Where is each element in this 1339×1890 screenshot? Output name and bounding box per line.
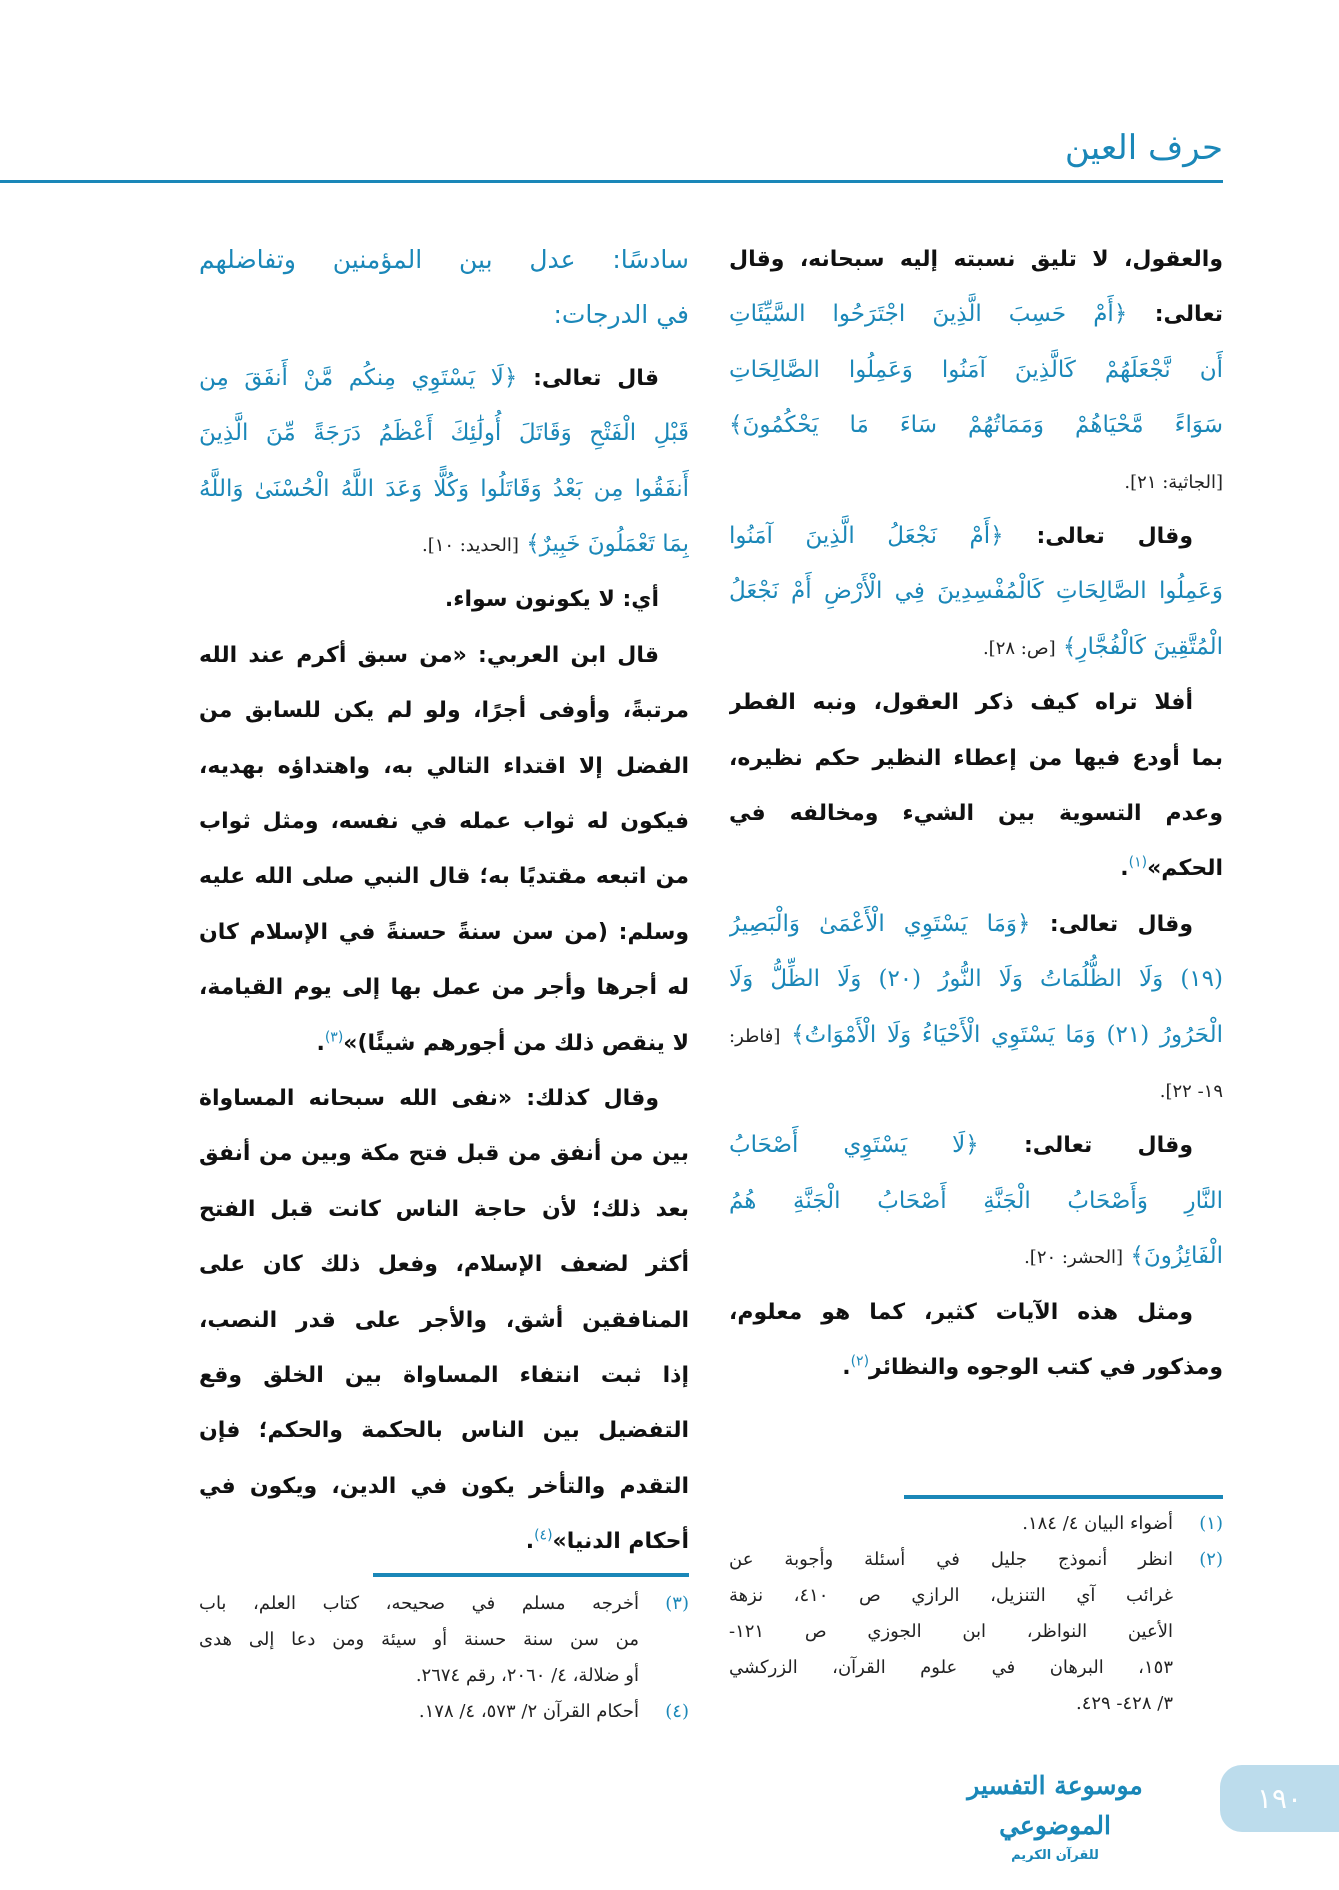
text-line bbox=[199, 287, 689, 342]
text-line bbox=[199, 1016, 689, 1071]
body-text: له أجرها وأجر من عمل بها إلى يوم القيامة، bbox=[199, 975, 689, 1001]
text-line bbox=[199, 462, 689, 517]
quran-verse: سَوَاءً مَّحْيَاهُمْ وَمَمَاتُهُمْ سَاءَ مَا يَحْكُمُونَ﴾ bbox=[729, 412, 1223, 439]
verse-reference: ١٩- ٢٢]. bbox=[1159, 1081, 1223, 1102]
body-text: . bbox=[1120, 856, 1129, 882]
quran-verse: الْمُتَّقِينَ كَالْفُجَّارِ﴾ bbox=[1055, 633, 1223, 660]
quran-verse: قَبْلِ الْفَتْحِ وَقَاتَلَ أُولَٰئِكَ أَعْظَمُ دَرَجَةً مِّنَ الَّذِينَ bbox=[199, 420, 689, 447]
body-text: بعد ذلك؛ لأن حاجة الناس كانت قبل الفتح bbox=[199, 1196, 689, 1222]
body-text: فيكون له ثواب عمله في نفسه، ومثل ثواب bbox=[199, 809, 689, 834]
body-text: . bbox=[525, 1529, 535, 1555]
body-text: وقال تعالى: bbox=[1030, 911, 1193, 937]
verse-reference: [الحديد: ١٠]. bbox=[421, 535, 519, 556]
logo-title: موسوعة التفسير الموضوعي bbox=[967, 1771, 1143, 1840]
quran-verse: ﴿لَا يَسْتَوِي مِنكُم مَّنْ أَنفَقَ مِن bbox=[199, 364, 518, 391]
text-line bbox=[199, 1348, 689, 1403]
text-line bbox=[199, 794, 689, 849]
body-text: التفضيل بين الناس بالحكمة والحكم؛ فإن bbox=[199, 1418, 689, 1444]
footnote-marker[interactable]: (٤) bbox=[534, 1527, 553, 1544]
text-line bbox=[729, 343, 1223, 398]
text-line bbox=[729, 509, 1223, 564]
text-line bbox=[199, 572, 689, 627]
text-line bbox=[729, 564, 1223, 619]
section-heading: سادسًا: عدل بين المؤمنين وتفاضلهم bbox=[199, 245, 689, 274]
text-line bbox=[199, 1293, 689, 1348]
text-line bbox=[729, 287, 1223, 342]
body-text: تعالى: bbox=[1127, 302, 1223, 328]
text-line bbox=[729, 1008, 1223, 1063]
text-line bbox=[199, 628, 689, 683]
text-line bbox=[199, 1237, 689, 1292]
body-text: أفلا تراه كيف ذكر العقول، ونبه الفطر bbox=[729, 690, 1193, 716]
text-line bbox=[199, 1071, 689, 1126]
verse-reference: [الجاثية: ٢١]. bbox=[1124, 471, 1223, 493]
text-line bbox=[729, 398, 1223, 453]
body-text: إذا ثبت انتفاء المساواة بين الخلق وقع bbox=[199, 1363, 689, 1388]
body-text: وسلم: (من سن سنةً حسنةً في الإسلام كان bbox=[199, 919, 689, 945]
body-text: أي: لا يكونون سواء. bbox=[444, 587, 659, 613]
footnote-rule-left bbox=[373, 1573, 689, 1577]
encyclopedia-logo bbox=[930, 1766, 1180, 1863]
footnote-line: ٣/ ٤٢٨- ٤٢٩. bbox=[1075, 1693, 1173, 1714]
text-line bbox=[729, 786, 1223, 841]
quran-verse: ﴿وَمَا يَسْتَوِي الْأَعْمَىٰ وَالْبَصِيرُ bbox=[729, 910, 1031, 937]
text-line bbox=[199, 849, 689, 904]
footnote-line: غرائب آي التنزيل، الرازي ص ٤١٠، نزهة bbox=[729, 1585, 1174, 1606]
footnote-number: (٤) bbox=[665, 1701, 689, 1722]
footnote-line: أضواء البيان ٤/ ١٨٤. bbox=[1022, 1513, 1173, 1534]
footnote bbox=[199, 1694, 689, 1730]
body-text: . bbox=[842, 1355, 851, 1380]
text-line bbox=[729, 1285, 1223, 1340]
footnote-number: (٣) bbox=[665, 1593, 689, 1614]
footnote-marker[interactable]: (١) bbox=[1128, 855, 1148, 872]
text-line bbox=[729, 232, 1223, 287]
footnote-line: أحكام القرآن ٢/ ٥٧٣، ٤/ ١٧٨. bbox=[418, 1701, 639, 1722]
text-line bbox=[199, 683, 689, 738]
footnote-number: (١) bbox=[1199, 1513, 1223, 1534]
text-line bbox=[199, 1459, 689, 1514]
text-line bbox=[729, 1229, 1223, 1284]
body-text: الفضل إلا اقتداء التالي به، واهتداؤه بهديه، bbox=[199, 753, 689, 779]
text-line bbox=[199, 960, 689, 1015]
quran-verse: بِمَا تَعْمَلُونَ خَبِيرٌ﴾ bbox=[518, 531, 689, 557]
page-number: ١٩٠ bbox=[1220, 1765, 1339, 1832]
footnote-line: أخرجه مسلم في صحيحه، كتاب العلم، باب bbox=[199, 1593, 639, 1614]
footnote bbox=[729, 1542, 1223, 1722]
body-text: من اتبعه مقتديًا به؛ قال النبي صلى الله عليه bbox=[199, 864, 689, 890]
body-text: قال تعالى: bbox=[517, 365, 659, 391]
body-text: أكثر لضعف الإسلام، وفعل ذلك كان على bbox=[199, 1252, 689, 1278]
text-line bbox=[199, 905, 689, 960]
text-line bbox=[199, 406, 689, 461]
section-header-title: حرف العين bbox=[1064, 128, 1223, 168]
text-line bbox=[729, 675, 1223, 730]
body-text: التقدم والتأخر يكون في الدين، ويكون في bbox=[199, 1473, 689, 1499]
text-line bbox=[729, 897, 1223, 952]
header-rule bbox=[0, 180, 1223, 183]
body-text: ومثل هذه الآيات كثير، كما هو معلوم، bbox=[729, 1299, 1193, 1325]
quran-verse: الْحَرُورُ (٢١) وَمَا يَسْتَوِي الْأَحْيَاءُ وَلَا الْأَمْوَاتُ﴾ bbox=[780, 1021, 1223, 1048]
text-line bbox=[729, 952, 1223, 1007]
quran-verse: (١٩) وَلَا الظُّلُمَاتُ وَلَا النُّورُ (٢٠) وَلَا الظِّلُّ وَلَا bbox=[729, 966, 1223, 993]
text-line bbox=[199, 517, 689, 572]
body-text: مرتبةً، وأوفى أجرًا، ولو لم يكن للسابق من bbox=[199, 698, 689, 724]
footnote-number: (٢) bbox=[1199, 1549, 1223, 1570]
text-line bbox=[729, 841, 1223, 896]
body-text: ومذكور في كتب الوجوه والنظائر bbox=[869, 1355, 1223, 1380]
text-line bbox=[199, 232, 689, 287]
footnotes-right bbox=[729, 1506, 1223, 1722]
body-text: . bbox=[316, 1030, 325, 1056]
footnote-line: انظر أنموذج جليل في أسئلة وأجوبة عن bbox=[729, 1549, 1173, 1570]
quran-verse: النَّارِ وَأَصْحَابُ الْجَنَّةِ أَصْحَابُ الْجَنَّةِ هُمُ bbox=[729, 1187, 1223, 1214]
footnote-line: ١٥٣، البرهان في علوم القرآن، الزركشي bbox=[729, 1657, 1173, 1678]
body-text: لا ينقص ذلك من أجورهم شيئًا)» bbox=[343, 1030, 689, 1056]
footnote-rule-right bbox=[904, 1495, 1223, 1499]
text-line bbox=[199, 1182, 689, 1237]
footnote bbox=[199, 1586, 689, 1694]
text-line bbox=[729, 1340, 1223, 1395]
verse-reference: [فاطر: bbox=[729, 1025, 781, 1047]
quran-verse: وَعَمِلُوا الصَّالِحَاتِ كَالْمُفْسِدِينَ فِي الْأَرْضِ أَمْ نَجْعَلُ bbox=[729, 578, 1223, 605]
footnotes-left bbox=[199, 1586, 689, 1730]
quran-verse: ﴿أَمْ نَجْعَلُ الَّذِينَ آمَنُوا bbox=[729, 523, 1004, 549]
body-text: وقال كذلك: «نفى الله سبحانه المساواة bbox=[199, 1086, 659, 1111]
body-text: قال ابن العربي: «من سبق أكرم عند الله bbox=[199, 642, 659, 668]
quran-verse: ﴿أَمْ حَسِبَ الَّذِينَ اجْتَرَحُوا السَّيِّئَاتِ bbox=[729, 301, 1128, 328]
body-text: وقال تعالى: bbox=[978, 1133, 1193, 1159]
body-text: وعدم التسوية بين الشيء ومخالفه في bbox=[729, 801, 1223, 826]
logo-subtitle: للقرآن الكريم bbox=[1011, 1848, 1099, 1863]
body-text: والعقول، لا تليق نسبته إليه سبحانه، وقال bbox=[729, 247, 1223, 272]
text-line bbox=[199, 1126, 689, 1181]
text-line bbox=[199, 1403, 689, 1458]
text-line bbox=[729, 620, 1223, 675]
quran-verse: ﴿لَا يَسْتَوِي أَصْحَابُ bbox=[729, 1132, 979, 1159]
body-text: أحكام الدنيا» bbox=[552, 1529, 689, 1555]
text-line bbox=[729, 1063, 1223, 1118]
text-line bbox=[729, 1174, 1223, 1229]
footnote bbox=[729, 1506, 1223, 1542]
quran-verse: أَن نَّجْعَلَهُمْ كَالَّذِينَ آمَنُوا وَعَمِلُوا الصَّالِحَاتِ bbox=[729, 356, 1223, 383]
body-text: وقال تعالى: bbox=[1003, 524, 1193, 549]
text-line bbox=[199, 1514, 689, 1569]
footnote-line: أو ضلالة، ٤/ ٢٠٦٠، رقم ٢٦٧٤. bbox=[415, 1665, 639, 1686]
footnote-marker[interactable]: (٢) bbox=[850, 1353, 870, 1370]
body-text: بما أودع فيها من إعطاء النظير حكم نظيره، bbox=[729, 745, 1223, 771]
text-line bbox=[729, 1118, 1223, 1173]
section-heading: في الدرجات: bbox=[553, 300, 689, 330]
body-text: الحكم» bbox=[1147, 856, 1223, 882]
quran-verse: الْفَائِزُونَ﴾ bbox=[1123, 1243, 1223, 1270]
text-line bbox=[729, 731, 1223, 786]
footnote-line: من سن سنة حسنة أو سيئة ومن دعا إلى هدى bbox=[199, 1629, 639, 1650]
body-text: المنافقين أشق، والأجر على قدر النصب، bbox=[199, 1307, 689, 1333]
quran-verse: أَنفَقُوا مِن بَعْدُ وَقَاتَلُوا وَكُلًّا وَعَدَ اللَّهُ الْحُسْنَىٰ وَاللَّهُ bbox=[199, 475, 689, 502]
body-text: بين من أنفق من قبل فتح مكة وبين من أنفق bbox=[199, 1141, 689, 1167]
footnote-line: الأعين النواظر، ابن الجوزي ص ١٢١- bbox=[729, 1621, 1173, 1642]
verse-reference: [الحشر: ٢٠]. bbox=[1024, 1247, 1124, 1269]
text-line bbox=[199, 739, 689, 794]
footnote-marker[interactable]: (٣) bbox=[324, 1029, 344, 1046]
verse-reference: [ص: ٢٨]. bbox=[982, 637, 1056, 659]
text-line bbox=[729, 454, 1223, 509]
text-line bbox=[199, 351, 689, 406]
